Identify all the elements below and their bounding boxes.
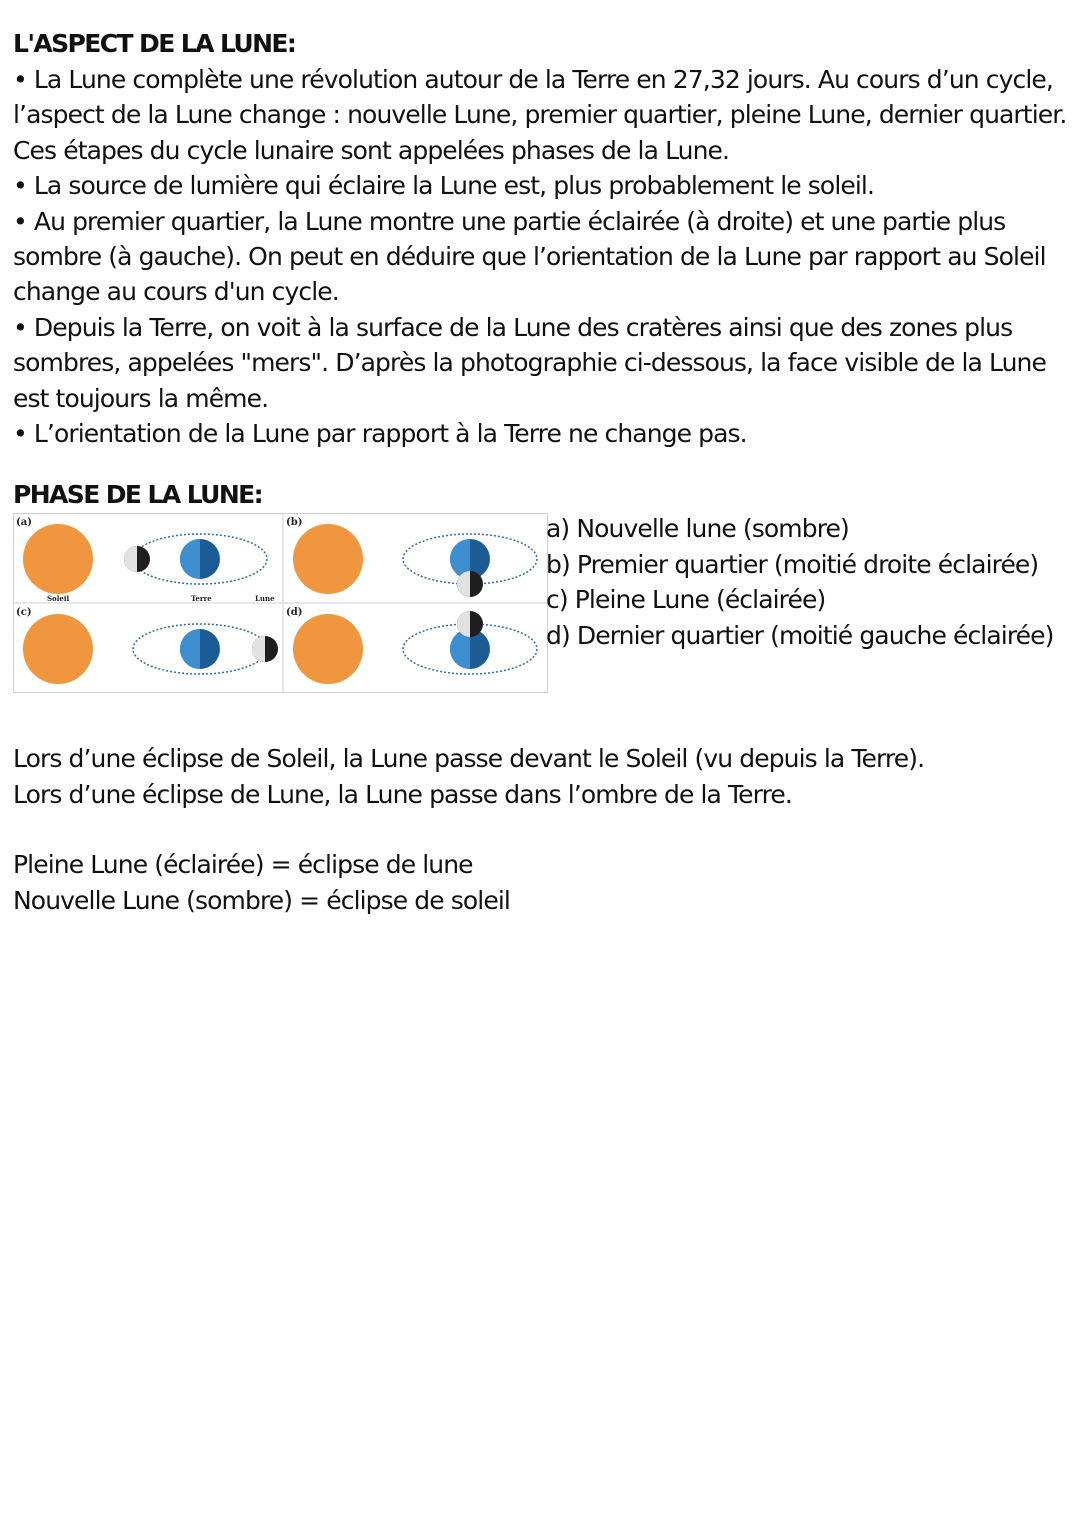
phase-item-a: a) Nouvelle lune (sombre) <box>546 514 849 544</box>
phase-item-c: c) Pleine Lune (éclairée) <box>546 585 826 615</box>
moon-icon <box>457 571 483 597</box>
moon-phases-figure <box>13 513 548 693</box>
aspect-bullet-1: • La Lune complète une révolution autour de la Terre en 27,32 jours. Au cours d’un cycle, l’aspect de la Lune change : nouvelle Lune, premier quartier, pleine Lune, dernier quartier. Ces étapes du cycle lunaire sont appelées phases de la Lune. <box>13 65 1067 165</box>
document-page <box>13 26 1073 918</box>
caption-lune: Lune <box>255 594 275 604</box>
aspect-bullet-4: • Depuis la Terre, on voit à la surface de la Lune des cratères ainsi que des zones plus sombres, appelées "mers". D’après la photographie ci-dessous, la face visible de la Lune est toujours la même. <box>13 312 1046 413</box>
aspect-bullet-5: • L’orientation de la Lune par rapport à la Terre ne change pas. <box>13 419 747 449</box>
sun-icon <box>293 524 363 594</box>
sun-icon <box>23 524 93 594</box>
panel-label-d: (d) <box>286 607 303 619</box>
panel-label-b: (b) <box>286 517 303 529</box>
phase-item-b: b) Premier quartier (moitié droite éclairée) <box>546 549 1039 579</box>
phases-heading: PHASE DE LA LUNE: <box>13 480 263 510</box>
sun-icon <box>23 614 93 684</box>
phases-section <box>13 513 1073 713</box>
summary-line-1: Pleine Lune (éclairée) = éclipse de lune <box>13 850 473 880</box>
aspect-bullet-2: • La source de lumière qui éclaire la Lune est, plus probablement le soleil. <box>13 171 874 201</box>
caption-terre: Terre <box>191 594 212 604</box>
panel-label-a: (a) <box>16 517 32 529</box>
phase-item-d: d) Dernier quartier (moitié gauche éclairée) <box>546 620 1054 650</box>
phase-list <box>546 511 1080 653</box>
eclipse-line-2: Lors d’une éclipse de Lune, la Lune passe dans l’ombre de la Terre. <box>13 779 792 809</box>
caption-soleil: Soleil <box>47 594 70 604</box>
moon-icon <box>457 611 483 637</box>
summary-line-2: Nouvelle Lune (sombre) = éclipse de soleil <box>13 885 510 915</box>
panel-label-c: (c) <box>16 607 32 619</box>
eclipse-line-1: Lors d’une éclipse de Soleil, la Lune passe devant le Soleil (vu depuis la Terre). <box>13 744 925 774</box>
moon-icon <box>252 636 278 662</box>
aspect-bullet-3: • Au premier quartier, la Lune montre une partie éclairée (à droite) et une partie plus sombre (à gauche). On peut en déduire que l’orientation de la Lune par rapport au Soleil change au cours d'un cycle. <box>13 206 1046 307</box>
earth-icon <box>180 629 220 669</box>
aspect-heading: L'ASPECT DE LA LUNE: <box>13 29 296 58</box>
earth-icon <box>180 539 220 579</box>
moon-icon <box>124 546 150 572</box>
sun-icon <box>293 614 363 684</box>
